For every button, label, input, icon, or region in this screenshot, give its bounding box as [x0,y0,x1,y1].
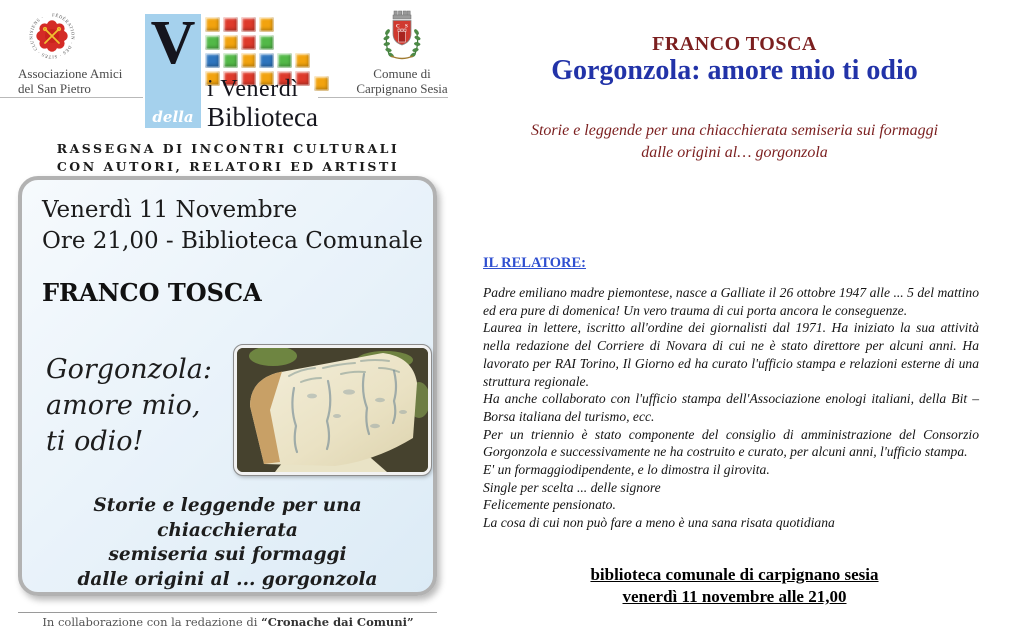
logo-v-letter: V [150,9,196,77]
mosaic-square [241,35,256,50]
collaboration-note [0,615,456,629]
event-card [18,176,437,596]
mosaic-square [205,53,220,68]
relatore-heading: IL RELATORE: [483,255,587,271]
carpignano-coat-of-arms-icon [382,10,422,62]
comune-block [352,10,452,97]
collaboration-rule [18,612,437,613]
collaboration-prefix: In collaborazione con la redazione di [42,615,262,629]
association-caption-line1: Associazione Amici [18,66,123,81]
rassegna-tagline [0,140,456,176]
bio-paragraph: Single per scelta ... delle signore [483,479,661,495]
event-title [46,352,212,460]
detail-speaker-name: FRANCO TOSCA [652,33,817,55]
mosaic-square [223,35,238,50]
mosaic-square [295,53,310,68]
clunisian-sites-logo-icon [28,12,76,60]
event-title-line2: amore mio, [46,389,201,421]
poster-panel [0,0,460,641]
mosaic-square [205,17,220,32]
bio-paragraph: Padre emiliano madre piemontese, nasce a Galliate il 26 ottobre 1947 alle ... 5 del mattino ed era pure di domenica! Un vero trauma di cui porta ancora le conseguenze. [483,285,979,318]
mosaic-square [259,17,274,32]
association-caption [18,66,148,97]
mosaic-square [277,53,292,68]
event-date-time [42,195,423,257]
event-subtitle-line1: Storie e leggende per una chiacchierata [93,495,362,541]
logo-della-text: della [152,108,194,126]
mosaic-square [241,53,256,68]
mosaic-square [259,53,274,68]
event-subtitle [22,494,433,592]
comune-caption-line1: Comune di [373,66,431,81]
rassegna-line2: CON AUTORI, RELATORI ED ARTISTI [56,159,400,175]
logo-i-venerdi-text: i Venerdì [207,76,299,102]
event-speaker-name: FRANCO TOSCA [42,278,262,307]
speaker-biography [483,284,979,532]
event-date: Venerdì 11 Novembre [42,197,298,223]
comune-caption [352,66,452,97]
association-caption-line2: del San Pietro [18,81,91,97]
svg-text:S: S [405,24,408,30]
bio-paragraph: E' un formaggiodipendente, e lo dimostra il girovita. [483,462,770,478]
detail-footer-line1: biblioteca comunale di carpignano sesia [590,565,879,584]
detail-subtitle [482,120,987,163]
bio-paragraph: La cosa di cui non può fare a meno è una sana risata quotidiana [483,515,835,531]
association-block [18,12,148,97]
bio-paragraph: Per un triennio è stato componente del consiglio di amministrazione del Consorzio Gorgonzola e successivamente ne ha costruito e curato, per alcuni anni, l'ufficio stampa. [483,426,979,460]
svg-text:FÉDÉRATION · DES · SITES · CLU: FÉDÉRATION · DES · SITES · CLUNISIENS · [28,12,76,60]
collaboration-publication: “Cronache dai Comuni” [261,615,414,629]
event-time-place: Ore 21,00 - Biblioteca Comunale [42,228,423,255]
bio-paragraph: Ha anche collaborato con l'ufficio stampa dell'Associazione enologi italiani, della Bit – Borsa italiana del turismo, ecc. [483,391,979,424]
mosaic-square [205,35,220,50]
detail-footer [482,564,987,608]
event-subtitle-line3: dalle origini al ... gorgonzola [77,568,378,590]
event-title-line1: Gorgonzola: [46,354,212,385]
detail-title: Gorgonzola: amore mio ti odio [551,55,918,86]
detail-subtitle-line1: Storie e leggende per una chiacchierata semiseria sui formaggi [530,122,939,139]
mosaic-square [241,17,256,32]
header-divider-right [318,97,448,98]
mosaic-square [223,53,238,68]
event-subtitle-line2: semiseria sui formaggi [108,544,347,566]
detail-footer-line2: venerdì 11 novembre alle 21,00 [622,587,847,607]
mosaic-square [259,35,274,50]
mosaic-square [314,76,329,91]
mosaic-square [223,17,238,32]
rassegna-line1: RASSEGNA DI INCONTRI CULTURALI [56,141,400,156]
detail-subtitle-line2: dalle origini al… gorgonzola [641,143,828,161]
comune-caption-line2: Carpignano Sesia [356,81,448,97]
event-title-line3: ti odio! [46,425,144,457]
header-divider-left [0,97,143,98]
logo-biblioteca-text: Biblioteca [207,102,318,132]
detail-panel [482,0,987,641]
svg-text:C: C [396,24,400,30]
bio-paragraph: Felicemente pensionato. [483,497,616,513]
bio-paragraph: Laurea in lettere, iscritto all'ordine dei giornalisti dal 1971. Ha iniziato la sua attività nella redazione del Corriere di Novara di cui ne è stato direttore per alcuni anni. Ha lavorato per RAI Torino, Il Giorno ed ha curato l'ufficio stampa e relazioni esterne di una struttura regionale. [483,320,979,389]
gorgonzola-photo [234,345,431,475]
venerdi-biblioteca-logo [145,9,325,132]
